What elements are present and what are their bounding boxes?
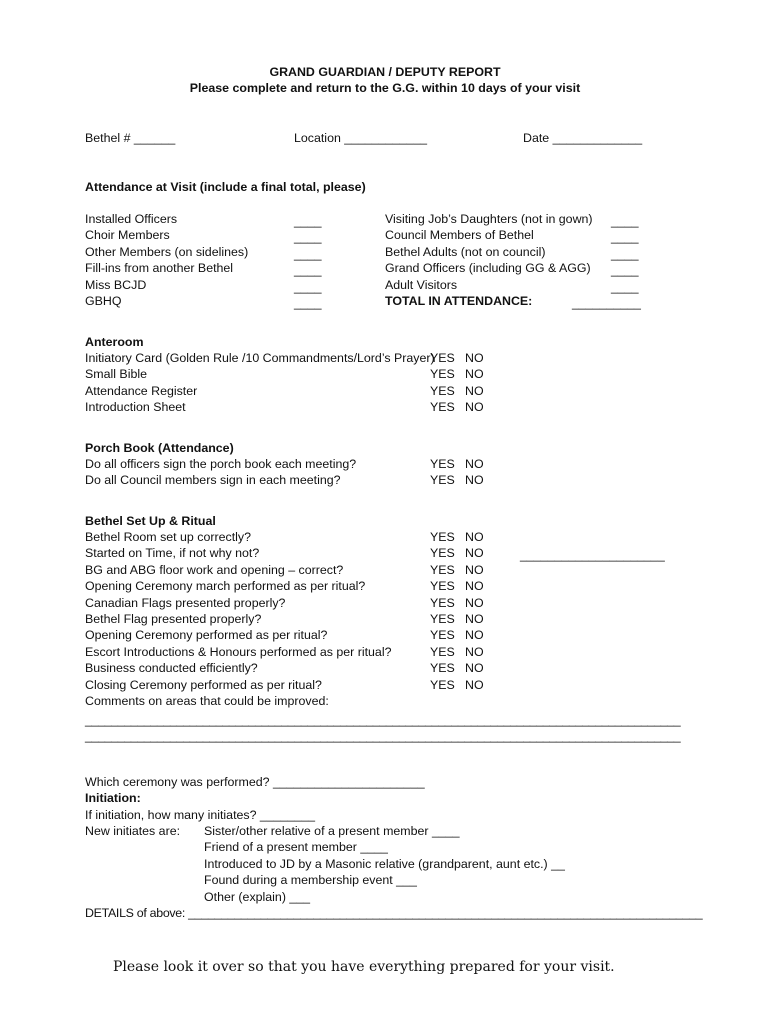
attendance-blank[interactable]: ____ (294, 279, 322, 294)
no-option[interactable]: NO (465, 644, 484, 659)
anteroom-no-column (465, 350, 484, 416)
initiates-count-field[interactable]: If initiation, how many initiates? ________ (85, 808, 316, 822)
comments-label: Comments on areas that could be improved: (85, 693, 329, 708)
checklist-item: Bethel Flag presented properly? (85, 611, 262, 626)
initiate-options (204, 823, 565, 905)
ceremony-question[interactable]: Which ceremony was performed? ______________________ (85, 775, 425, 789)
no-option[interactable]: NO (465, 562, 484, 577)
no-option[interactable]: NO (465, 661, 484, 676)
yes-option[interactable]: YES (430, 400, 455, 415)
attendance-blank[interactable]: ____ (611, 214, 639, 228)
setup-ritual-items (85, 529, 391, 709)
attendance-blank[interactable]: ____ (294, 246, 322, 261)
checklist-item: Started on Time, if not why not? (85, 546, 260, 561)
checklist-item: Bethel Room set up correctly? (85, 530, 251, 544)
checklist-item: Business conducted efficiently? (85, 661, 258, 676)
footer-note: Please look it over so that you have everything prepared for your visit. (113, 959, 615, 975)
initiate-option[interactable]: Introduced to JD by a Masonic relative (grandparent, aunt etc.) __ (204, 856, 565, 871)
attendance-label: Bethel Adults (not on council) (385, 244, 546, 259)
no-option[interactable]: NO (465, 400, 484, 415)
anteroom-heading: Anteroom (85, 335, 144, 349)
porch-no-column (465, 456, 484, 489)
attendance-label: Installed Officers (85, 212, 178, 226)
no-option[interactable]: NO (465, 457, 484, 471)
checklist-item: Introduction Sheet (85, 400, 186, 415)
yes-option[interactable]: YES (430, 383, 455, 398)
attendance-left-labels (85, 211, 248, 309)
no-option[interactable]: NO (465, 579, 484, 594)
why-not-blank[interactable]: _____________________ (520, 548, 665, 562)
yes-option[interactable]: YES (430, 546, 455, 561)
no-option[interactable]: NO (465, 383, 484, 398)
bethel-number-field[interactable]: Bethel # ______ (85, 131, 176, 145)
yes-option[interactable]: YES (430, 579, 455, 594)
anteroom-yes-column (430, 350, 455, 416)
location-field[interactable]: Location ____________ (294, 131, 427, 145)
comment-line-2[interactable]: ___________________________________________________________________________________________ (85, 729, 681, 743)
checklist-item: Closing Ceremony performed as per ritual? (85, 677, 322, 692)
attendance-label: Fill-ins from another Bethel (85, 261, 234, 276)
no-option[interactable]: NO (465, 367, 484, 382)
report-subtitle: Please complete and return to the G.G. within 10 days of your visit (189, 81, 581, 95)
total-attendance-label: TOTAL IN ATTENDANCE: (385, 293, 533, 308)
new-initiates-label: New initiates are: (85, 824, 181, 838)
attendance-right-labels (385, 211, 593, 309)
no-option[interactable]: NO (465, 530, 484, 544)
checklist-item: Do all officers sign the porch book each meeting? (85, 457, 357, 471)
checklist-item: Opening Ceremony performed as per ritual? (85, 628, 328, 643)
date-field[interactable]: Date _____________ (523, 131, 643, 145)
attendance-label: Grand Officers (including GG & AGG) (385, 261, 591, 276)
porch-yes-column (430, 456, 455, 489)
attendance-label: Council Members of Bethel (385, 228, 534, 243)
attendance-blank[interactable]: ____ (611, 230, 639, 245)
no-option[interactable]: NO (465, 595, 484, 610)
attendance-label: Miss BCJD (85, 277, 147, 292)
attendance-label: Adult Visitors (385, 277, 458, 292)
attendance-label: Choir Members (85, 228, 170, 243)
yes-option[interactable]: YES (430, 367, 455, 382)
checklist-item: BG and ABG floor work and opening – correct? (85, 562, 344, 577)
no-option[interactable]: NO (465, 473, 484, 488)
checklist-item: Small Bible (85, 367, 147, 382)
yes-option[interactable]: YES (430, 661, 455, 676)
setup-yes-column (430, 529, 455, 693)
initiate-option[interactable]: Other (explain) ___ (204, 889, 311, 904)
no-option[interactable]: NO (465, 628, 484, 643)
checklist-item: Do all Council members sign in each meeting? (85, 473, 341, 488)
no-option[interactable]: NO (465, 546, 484, 561)
yes-option[interactable]: YES (430, 473, 455, 488)
attendance-blank[interactable]: ____ (294, 230, 322, 245)
initiation-heading: Initiation: (85, 791, 141, 805)
no-option[interactable]: NO (465, 677, 484, 692)
initiate-option[interactable]: Sister/other relative of a present member ____ (204, 824, 460, 838)
total-attendance-blank[interactable]: __________ (572, 296, 641, 310)
porch-book-heading: Porch Book (Attendance) (85, 441, 234, 455)
attendance-blank[interactable]: ____ (611, 263, 639, 278)
setup-no-column (465, 529, 484, 693)
anteroom-items (85, 350, 435, 416)
attendance-blank[interactable]: ____ (294, 214, 322, 228)
attendance-blank[interactable]: ____ (611, 279, 639, 294)
yes-option[interactable]: YES (430, 595, 455, 610)
yes-option[interactable]: YES (430, 530, 455, 544)
attendance-left-blanks (294, 213, 322, 311)
no-option[interactable]: NO (465, 351, 484, 365)
attendance-blank[interactable]: ____ (611, 246, 639, 261)
attendance-heading: Attendance at Visit (include a final total, please) (85, 180, 366, 194)
attendance-right-blanks (611, 213, 639, 295)
yes-option[interactable]: YES (430, 628, 455, 643)
checklist-item: Escort Introductions & Honours performed as per ritual? (85, 644, 392, 659)
initiate-option[interactable]: Found during a membership event ___ (204, 873, 417, 888)
checklist-item: Initiatory Card (Golden Rule /10 Commandments/Lord’s Prayer) (85, 351, 435, 365)
comment-line-1[interactable]: ___________________________________________________________________________________________ (85, 713, 681, 727)
no-option[interactable]: NO (465, 611, 484, 626)
initiate-option[interactable]: Friend of a present member ____ (204, 840, 388, 855)
yes-option[interactable]: YES (430, 677, 455, 692)
checklist-item: Canadian Flags presented properly? (85, 595, 286, 610)
attendance-blank[interactable]: ____ (294, 263, 322, 278)
yes-option[interactable]: YES (430, 457, 455, 471)
checklist-item: Opening Ceremony march performed as per ritual? (85, 579, 366, 594)
yes-option[interactable]: YES (430, 562, 455, 577)
yes-option[interactable]: YES (430, 351, 455, 365)
details-field[interactable]: DETAILS of above: ______________________________________________________________________________ (85, 906, 703, 920)
attendance-blank[interactable]: ____ (294, 295, 322, 310)
attendance-label: Visiting Job’s Daughters (not in gown) (385, 212, 593, 226)
porch-book-items (85, 456, 356, 489)
report-title: GRAND GUARDIAN / DEPUTY REPORT (269, 65, 501, 79)
checklist-item: Attendance Register (85, 383, 198, 398)
setup-ritual-heading: Bethel Set Up & Ritual (85, 514, 216, 528)
attendance-label: Other Members (on sidelines) (85, 244, 249, 259)
attendance-label: GBHQ (85, 293, 122, 308)
yes-option[interactable]: YES (430, 611, 455, 626)
yes-option[interactable]: YES (430, 644, 455, 659)
